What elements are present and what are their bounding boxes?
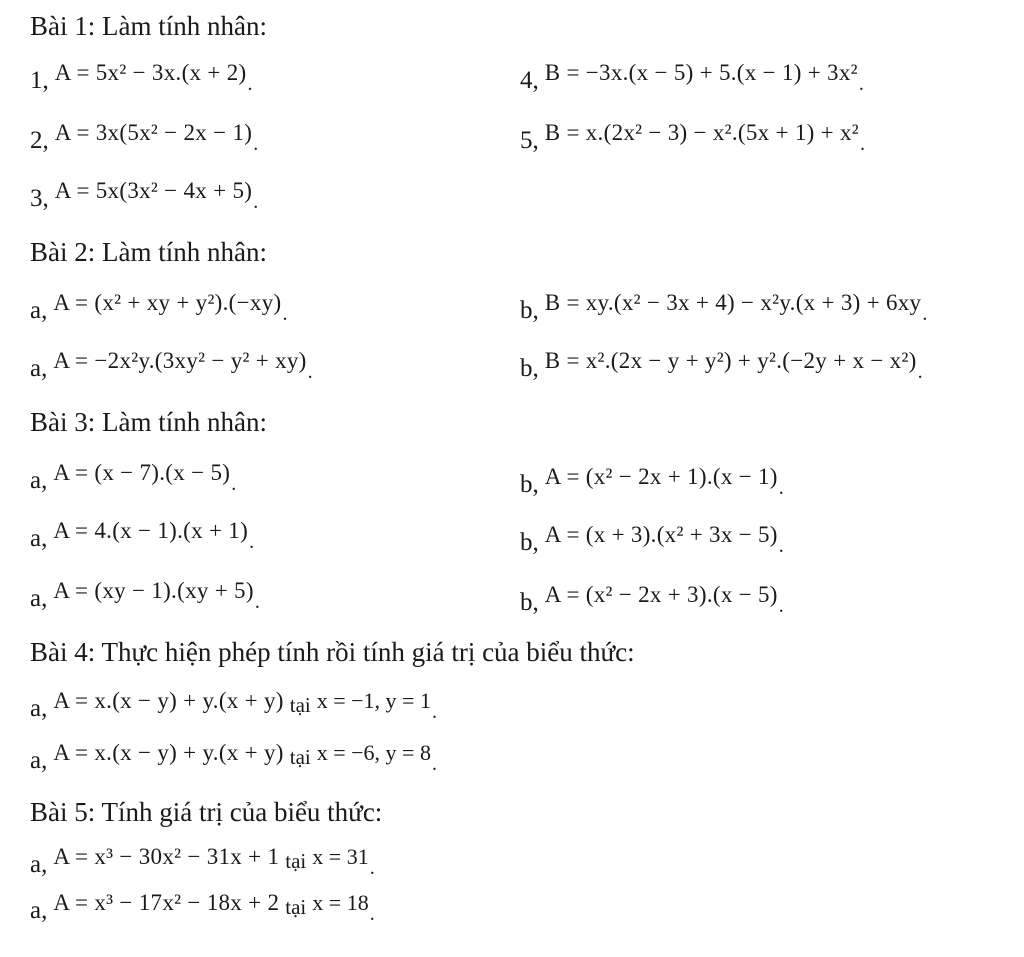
bai2-item-b2 <box>520 346 923 383</box>
bai1-item-4 <box>520 58 864 95</box>
item-period: . <box>431 701 437 723</box>
item-expression: A = x³ − 17x² − 18x + 2 <box>53 890 280 915</box>
item-label: b, <box>520 355 539 382</box>
item-expression: A = 3x(5x² − 2x − 1) <box>54 120 253 145</box>
bai5-item-a1 <box>30 842 375 879</box>
item-label: a, <box>30 695 48 722</box>
bai1-item-5 <box>520 118 865 155</box>
item-period: . <box>858 73 864 95</box>
item-expression: B = −3x.(x − 5) + 5.(x − 1) + 3x² <box>544 60 858 85</box>
item-label: a, <box>30 897 48 924</box>
item-period: . <box>922 303 928 325</box>
item-label: a, <box>30 355 48 382</box>
bai1-item-1 <box>30 58 253 95</box>
item-expression: A = (x + 3).(x² + 3x − 5) <box>544 522 778 547</box>
item-condition: x = −1, y = 1 <box>316 688 431 713</box>
item-label: 3, <box>30 185 49 212</box>
item-label: a, <box>30 467 48 494</box>
bai4-item-a2 <box>30 738 437 775</box>
item-label: b, <box>520 297 539 324</box>
item-label: a, <box>30 747 48 774</box>
item-period: . <box>431 753 437 775</box>
item-label: a, <box>30 585 48 612</box>
bai3-item-b1 <box>520 462 784 499</box>
item-expression: A = (x² − 2x + 1).(x − 1) <box>544 464 778 489</box>
item-expression: A = (x − 7).(x − 5) <box>53 460 231 485</box>
bai3-item-a2 <box>30 516 255 553</box>
item-expression: A = (x² − 2x + 3).(x − 5) <box>544 582 778 607</box>
item-expression: A = (xy − 1).(xy + 5) <box>53 578 254 603</box>
item-period: . <box>917 361 923 383</box>
item-expression: B = x².(2x − y + y²) + y².(−2y + x − x²) <box>544 348 917 373</box>
bai1-item-3 <box>30 176 259 213</box>
item-label: b, <box>520 529 539 556</box>
bai2-item-b1 <box>520 288 928 325</box>
item-tai: tại <box>285 849 307 873</box>
item-period: . <box>778 595 784 617</box>
bai3-item-b2 <box>520 520 784 557</box>
item-tai: tại <box>289 745 311 769</box>
item-expression: A = x³ − 30x² − 31x + 1 <box>53 844 280 869</box>
bai4-heading: Bài 4: Thực hiện phép tính rồi tính giá trị của biểu thức: <box>30 637 635 667</box>
item-expression: B = xy.(x² − 3x + 4) − x²y.(x + 3) + 6xy <box>544 290 922 315</box>
item-label: b, <box>520 471 539 498</box>
item-expression: A = 5x² − 3x.(x + 2) <box>54 60 247 85</box>
item-period: . <box>307 361 313 383</box>
item-condition: x = −6, y = 8 <box>316 740 431 765</box>
item-period: . <box>778 477 784 499</box>
item-label: 1, <box>30 67 49 94</box>
item-expression: A = 4.(x − 1).(x + 1) <box>53 518 249 543</box>
item-period: . <box>859 133 865 155</box>
bai2-item-a1 <box>30 288 288 325</box>
item-period: . <box>778 535 784 557</box>
item-period: . <box>253 133 259 155</box>
bai5-item-a2 <box>30 888 375 925</box>
bai1-item-2 <box>30 118 259 155</box>
item-period: . <box>369 857 375 879</box>
bai1-heading: Bài 1: Làm tính nhân: <box>30 11 267 41</box>
bai3-heading: Bài 3: Làm tính nhân: <box>30 407 267 437</box>
item-label: a, <box>30 851 48 878</box>
item-condition: x = 18 <box>312 890 369 915</box>
bai3-item-a3 <box>30 576 260 613</box>
item-label: 5, <box>520 127 539 154</box>
item-expression: A = 5x(3x² − 4x + 5) <box>54 178 253 203</box>
bai4-item-a1 <box>30 686 437 723</box>
item-label: 4, <box>520 67 539 94</box>
item-expression: A = x.(x − y) + y.(x + y) <box>53 688 284 713</box>
item-period: . <box>231 473 237 495</box>
item-tai: tại <box>289 693 311 717</box>
item-condition: x = 31 <box>312 844 369 869</box>
item-tai: tại <box>285 895 307 919</box>
bai3-item-a1 <box>30 458 237 495</box>
item-label: 2, <box>30 127 49 154</box>
item-label: a, <box>30 297 48 324</box>
item-expression: A = (x² + xy + y²).(−xy) <box>53 290 282 315</box>
item-period: . <box>369 903 375 925</box>
item-period: . <box>253 191 259 213</box>
bai3-item-b3 <box>520 580 784 617</box>
item-period: . <box>282 303 288 325</box>
item-expression: B = x.(2x² − 3) − x².(5x + 1) + x² <box>544 120 859 145</box>
bai2-heading: Bài 2: Làm tính nhân: <box>30 237 267 267</box>
item-period: . <box>247 73 253 95</box>
item-period: . <box>254 591 260 613</box>
item-period: . <box>249 531 255 553</box>
bai5-heading: Bài 5: Tính giá trị của biểu thức: <box>30 797 383 827</box>
item-label: a, <box>30 525 48 552</box>
item-expression: A = x.(x − y) + y.(x + y) <box>53 740 284 765</box>
item-expression: A = −2x²y.(3xy² − y² + xy) <box>53 348 307 373</box>
bai2-item-a2 <box>30 346 313 383</box>
item-label: b, <box>520 589 539 616</box>
